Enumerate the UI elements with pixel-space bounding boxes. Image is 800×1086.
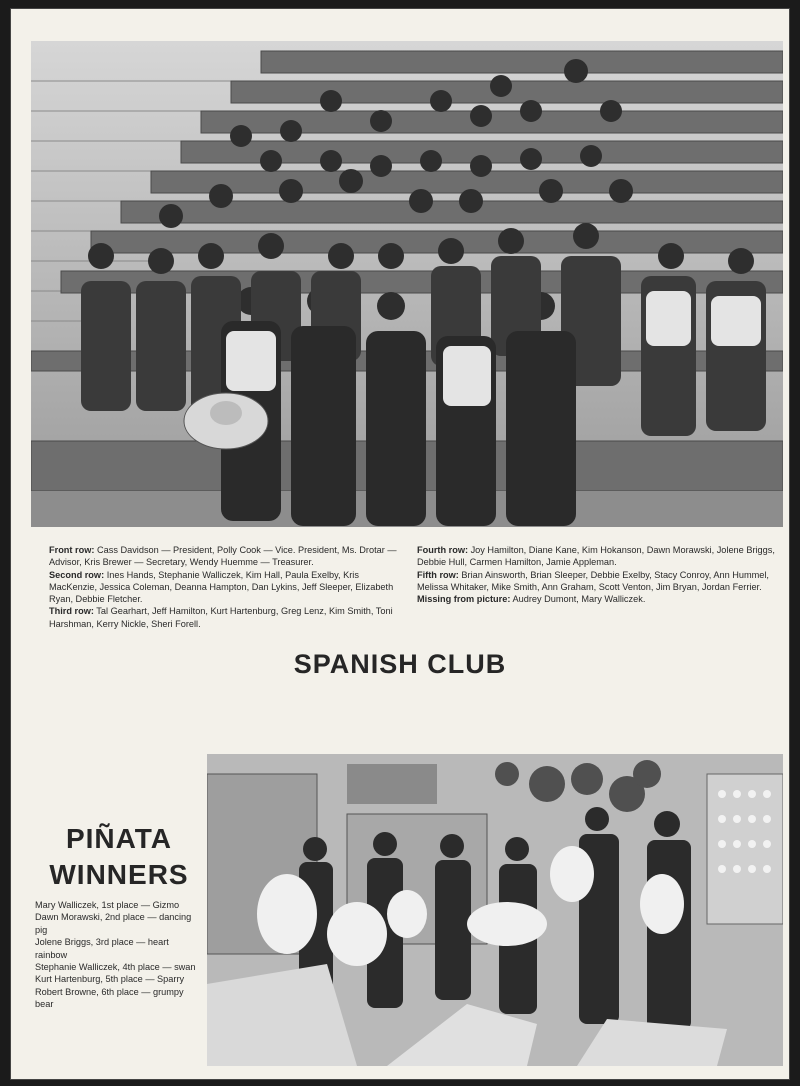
- pinata-heading-line1: PIÑATA: [65, 823, 173, 854]
- group-caption-right: [417, 544, 777, 605]
- list-item: Jolene Briggs, 3rd place — heart rainbow: [35, 937, 169, 960]
- caption-missing: Missing from picture: Audrey Dumont, Mary Walliczek.: [417, 594, 646, 605]
- pinata-winners-list: [35, 899, 201, 1011]
- caption-fourth-row: Fourth row: Joy Hamilton, Diane Kane, Kim Hokanson, Dawn Morawski, Jolene Briggs, Debbie Hull, Carmen Hamilton, Jamie Appleman.: [417, 545, 775, 568]
- list-item: Robert Browne, 6th place — grumpy bear: [35, 986, 184, 1010]
- caption-second-row: Second row: Ines Hands, Stephanie Walliczek, Kim Hall, Paula Exelby, Kris MacKenzie, Jessica Coleman, Deanna Hampton, Dan Lykins, Jeff Sleeper, Elizabeth Ryan, Debbie Fletcher.: [49, 569, 394, 605]
- club-title: SPANISH CLUB: [293, 649, 507, 679]
- pinata-heading-line2: WINNERS: [49, 859, 189, 890]
- list-item: Kurt Hartenburg, 5th place — Sparry: [35, 974, 185, 985]
- list-item: Dawn Morawski, 2nd place — dancing pig: [35, 912, 192, 935]
- list-item: Mary Walliczek, 1st place — Gizmo: [35, 900, 180, 910]
- caption-fifth-row: Fifth row: Brian Ainsworth, Brian Sleeper, Debbie Exelby, Stacy Conroy, Ann Hummel, Melissa Whitaker, Mike Smith, Ann Graham, Scott Venton, Jim Bryan, Jordan Ferrier.: [417, 569, 769, 592]
- caption-third-row: Third row: Tal Gearhart, Jeff Hamilton, Kurt Hartenburg, Greg Lenz, Kim Smith, Toni Harshman, Kerry Nickle, Sheri Forell.: [49, 606, 393, 629]
- group-caption-left: [49, 544, 409, 630]
- pinata-heading: [39, 821, 199, 893]
- list-item: Stephanie Walliczek, 4th place — swan: [35, 962, 196, 973]
- pinata-photo: [207, 754, 783, 1066]
- caption-front-row: Front row: Cass Davidson — President, Polly Cook — Vice. President, Ms. Drotar — Advisor, Kris Brewer — Secretary, Wendy Huemme — Treasurer.: [49, 545, 397, 568]
- group-photo: [31, 41, 783, 527]
- yearbook-page: [10, 8, 790, 1080]
